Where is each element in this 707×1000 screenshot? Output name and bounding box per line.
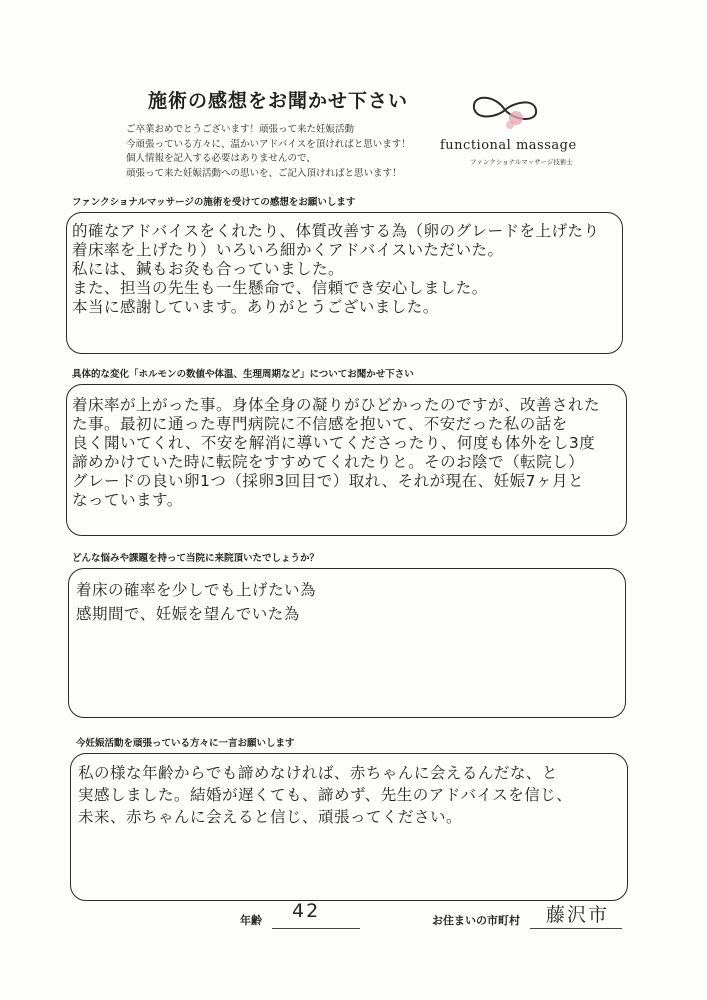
answer-line: た事。最初に通った専門病院に不信感を抱いて、不安だった私の話を [72, 415, 568, 433]
answer-line: グレードの良い卵1つ（採卵3回目で）取れ、それが現在、妊娠7ヶ月と [72, 472, 585, 490]
intro-line: ご卒業おめでとうございます！頑張って来た妊娠活動 [126, 124, 355, 135]
answer-line: 良く聞いてくれ、不安を解消に導いてくださったり、何度も体外をし3度 [72, 434, 596, 452]
answer-line: 感期間で、妊娠を望んでいた為 [76, 605, 300, 623]
age-value: 42 [292, 900, 321, 922]
logo-name: functional massage [440, 138, 577, 153]
question-4: 今妊娠活動を頑張っている方々に一言お願いします [76, 738, 295, 749]
answer-line: 諦めかけていた時に転院をすすめてくれたりと。そのお陰で（転院し） [72, 453, 585, 471]
intro-line: 個人情報を記入する必要はありませんので、 [126, 153, 316, 164]
answer-line: 実感しました。結婚が遅くても、諦めず、先生のアドバイスを信じ、 [78, 786, 573, 804]
age-underline [272, 928, 360, 929]
answer-line: 着床率が上がった事。身体全身の凝りがひどかったのですが、改善された [72, 396, 601, 414]
city-underline [530, 928, 622, 929]
question-1: ファンクショナルマッサージの施術を受けての感想をお願いします [72, 197, 356, 208]
answer-line: なっています。 [72, 491, 183, 509]
logo-subtitle: ファンクショナルマッサージ技術士 [470, 158, 573, 166]
answer-1 [72, 222, 600, 317]
answer-line: 本当に感謝しています。ありがとうございました。 [72, 298, 439, 316]
answer-3 [76, 578, 316, 626]
answer-line: 私の様な年齢からでも諦めなければ、赤ちゃんに会えるんだな、と [78, 764, 558, 782]
intro-line: 今頑張っている方々に、温かいアドバイスを頂ければと思います！ [126, 138, 411, 150]
logo [430, 88, 590, 168]
answer-line: 私には、鍼もお灸も合っていました。 [72, 260, 345, 278]
city-value: 藤沢市 [546, 904, 610, 926]
city-label: お住まいの市町村 [432, 914, 520, 927]
intro-text [126, 123, 411, 181]
answer-line: 未来、赤ちゃんに会えると信じ、頑張ってください。 [78, 808, 463, 826]
infinity-logo-icon [460, 88, 550, 136]
age-label: 年齢 [240, 914, 262, 927]
answer-line: また、担当の先生も一生懸命で、信頼でき安心しました。 [72, 279, 488, 297]
intro-line: 頑張って来た妊娠活動への思いを、ご記入頂ければと思います！ [126, 167, 402, 179]
answer-line: 着床率を上げたり）いろいろ細かくアドバイスいただいた。 [72, 241, 504, 259]
answer-2 [72, 396, 600, 510]
answer-line: 的確なアドバイスをくれたり、体質改善する為（卵のグレードを上げたり [72, 222, 600, 240]
question-3: どんな悩みや課題を持って当院に来院頂いたでしょうか？ [72, 553, 320, 564]
answer-line: 着床の確率を少しでも上げたい為 [76, 581, 317, 599]
form-title: 施術の感想をお聞かせ下さい [148, 90, 409, 112]
question-2: 具体的な変化「ホルモンの数値や体温、生理周期など」についてお聞かせ下さい [72, 369, 414, 380]
answer-4 [78, 762, 572, 828]
